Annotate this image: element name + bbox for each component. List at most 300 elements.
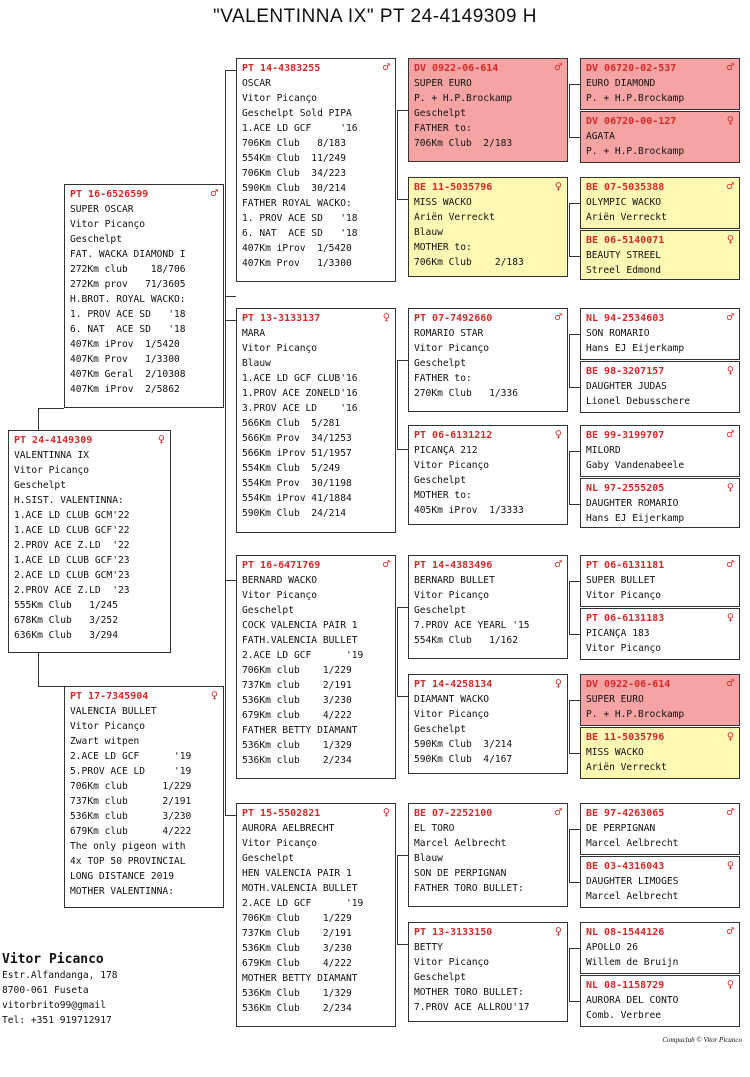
pigeon-info-line: 407Km iProv 1/5420 — [70, 339, 180, 350]
pigeon-info-line: 706Km club 1/229 — [70, 781, 192, 792]
pigeon-info-line: Vitor Picanço — [414, 460, 490, 471]
connector-line — [569, 700, 570, 753]
pigeon-info-line: FATH.VALENCIA BULLET — [242, 635, 358, 646]
pigeon-info-line: Vitor Picanço — [242, 590, 318, 601]
card-header — [586, 180, 734, 195]
pigeon-card-g14 — [580, 856, 740, 908]
connector-line — [225, 320, 236, 321]
connector-line — [225, 580, 226, 815]
pigeon-card-p122 — [408, 425, 568, 525]
connector-line — [397, 110, 398, 199]
connector-line — [397, 449, 408, 450]
pigeon-card-g1 — [580, 58, 740, 110]
pigeon-info-line: Geschelpt — [70, 234, 122, 245]
pigeon-info-line: P. + H.P.Brockamp — [586, 709, 685, 720]
pigeon-name: MISS WACKO — [586, 747, 644, 758]
female-symbol-icon: ♀ — [726, 977, 734, 991]
pigeon-info-line: 566Km Club 5/281 — [242, 418, 341, 429]
pigeon-card-p21 — [236, 555, 396, 779]
ring-number: BE 99-3199707 — [586, 430, 665, 441]
card-header — [586, 925, 734, 940]
connector-line — [569, 948, 580, 949]
card-header — [414, 311, 562, 326]
pigeon-info-line: P. + H.P.Brockamp — [586, 146, 685, 157]
owner-email: vitorbrito99@gmail — [2, 1000, 106, 1011]
pigeon-info-line: 679Km club 4/222 — [242, 710, 352, 721]
pigeon-info-line: 706Km Club 2/183 — [414, 138, 513, 149]
ring-number: BE 07-2252100 — [414, 808, 493, 819]
pigeon-info-line: Geschelpt — [242, 853, 294, 864]
pigeon-card-g12 — [580, 727, 740, 779]
card-header — [586, 859, 734, 874]
page-title: "VALENTINNA IX" PT 24-4149309 H — [213, 6, 537, 27]
pigeon-info-line: H.BROT. ROYAL WACKO: — [70, 294, 186, 305]
pigeon-info-line: FATHER to: — [414, 123, 472, 134]
pigeon-name: BERNARD BULLET — [414, 575, 495, 586]
pigeon-info-line: Vitor Picanço — [414, 957, 490, 968]
pigeon-info-line: Vitor Picanço — [586, 643, 662, 654]
pigeon-info-line: Geschelpt — [414, 724, 466, 735]
ring-number: PT 13-3133150 — [414, 927, 493, 938]
pigeon-info-line: Vitor Picanço — [14, 465, 90, 476]
connector-line — [569, 634, 580, 635]
card-header — [586, 311, 734, 326]
card-header — [586, 730, 734, 745]
pigeon-info-line: 407Km iProv 1/5420 — [242, 243, 352, 254]
pigeon-info-line: Hans EJ Eijerkamp — [586, 513, 685, 524]
pigeon-name: AURORA DEL CONTO — [586, 995, 679, 1006]
pigeon-info-line: Geschelpt — [414, 605, 466, 616]
pigeon-info-line: MOTH.VALENCIA BULLET — [242, 883, 358, 894]
pigeon-info-line: 2.PROV ACE Z.LD '23 — [14, 585, 130, 596]
pigeon-info-line: Vitor Picanço — [586, 590, 662, 601]
connector-line — [569, 334, 570, 387]
card-header — [586, 978, 734, 993]
connector-line — [569, 829, 570, 882]
pigeon-card-p2 — [64, 686, 224, 908]
card-header — [586, 114, 734, 129]
pigeon-name: AURORA AELBRECHT — [242, 823, 335, 834]
female-symbol-icon: ♀ — [726, 858, 734, 872]
pigeon-info-line: 679Km club 4/222 — [70, 826, 192, 837]
ring-number: NL 08-1544126 — [586, 927, 665, 938]
pigeon-info-line: Hans EJ Eijerkamp — [586, 343, 685, 354]
pigeon-info-line: 554Km Club 5/249 — [242, 463, 341, 474]
female-symbol-icon: ♀ — [382, 805, 390, 819]
ring-number: PT 13-3133137 — [242, 313, 321, 324]
pigeon-info-line: Marcel Aelbrecht — [586, 891, 679, 902]
connector-line — [225, 815, 236, 816]
pigeon-info-line: 6. NAT ACE SD '18 — [242, 228, 358, 239]
pigeon-card-g10 — [580, 608, 740, 660]
pigeon-info-line: 555Km Club 1/245 — [14, 600, 118, 611]
pigeon-name: PICANÇA 183 — [586, 628, 650, 639]
card-header — [586, 61, 734, 76]
pigeon-name: SUPER EURO — [586, 694, 644, 705]
connector-line — [569, 581, 580, 582]
pigeon-info-line: 566Km iProv 51/1957 — [242, 448, 352, 459]
pigeon-name: SUPER BULLET — [586, 575, 656, 586]
female-symbol-icon: ♀ — [726, 363, 734, 377]
pigeon-info-line: FATHER to: — [414, 373, 472, 384]
pigeon-card-g9 — [580, 555, 740, 607]
pigeon-info-line: Geschelpt — [14, 480, 66, 491]
pigeon-info-line: 536Km club 1/329 — [242, 740, 352, 751]
pigeon-card-g8 — [580, 478, 740, 528]
pigeon-card-g16 — [580, 975, 740, 1027]
pigeon-name: VALENTINNA IX — [14, 450, 90, 461]
pigeon-card-g4 — [580, 230, 740, 280]
pigeon-info-line: 407Km Geral 2/10308 — [70, 369, 186, 380]
pigeon-name: OSCAR — [242, 78, 271, 89]
connector-line — [397, 944, 408, 945]
pigeon-name: OLYMPIC WACKO — [586, 197, 662, 208]
pigeon-name: MILORD — [586, 445, 621, 456]
card-header — [414, 925, 562, 940]
pigeon-info-line: 1. PROV ACE SD '18 — [70, 309, 186, 320]
pigeon-info-line: 2.ACE LD GCF '19 — [242, 650, 364, 661]
pigeon-info-line: MOTHER BETTY DIAMANT — [242, 973, 358, 984]
ring-number: NL 97-2555205 — [586, 483, 665, 494]
pigeon-info-line: 554Km Prov 30/1198 — [242, 478, 352, 489]
pigeon-info-line: 4x TOP 50 PROVINCIAL — [70, 856, 186, 867]
card-header — [586, 481, 734, 496]
pigeon-info-line: 1.PROV ACE ZONELD'16 — [242, 388, 358, 399]
ring-number: NL 08-1158729 — [586, 980, 665, 991]
pigeon-info-line: Comb. Verbree — [586, 1010, 662, 1021]
card-header — [414, 180, 562, 195]
pigeon-info-line: FATHER ROYAL WACKO: — [242, 198, 352, 209]
owner-name: Vitor Picanco — [2, 952, 104, 967]
ring-number: BE 07-5035388 — [586, 182, 665, 193]
female-symbol-icon: ♀ — [382, 310, 390, 324]
pigeon-info-line: HEN VALENCIA PAIR 1 — [242, 868, 352, 879]
ring-number: PT 15-5502821 — [242, 808, 321, 819]
pigeon-name: SUPER EURO — [414, 78, 472, 89]
connector-line — [569, 504, 580, 505]
ring-number: BE 98-3207157 — [586, 366, 665, 377]
male-symbol-icon: ♂ — [726, 924, 734, 938]
pigeon-info-line: 590Km Club 30/214 — [242, 183, 346, 194]
connector-line — [569, 203, 570, 256]
pigeon-name: BERNARD WACKO — [242, 575, 318, 586]
pigeon-info-line: 678Km Club 3/252 — [14, 615, 118, 626]
pigeon-info-line: 536Km Club 1/329 — [242, 988, 352, 999]
pigeon-card-p22 — [236, 803, 396, 1027]
card-header — [414, 428, 562, 443]
pigeon-info-line: Vitor Picanço — [70, 219, 146, 230]
connector-line — [397, 607, 398, 696]
pigeon-name: SUPER OSCAR — [70, 204, 134, 215]
connector-line — [569, 334, 580, 335]
connector-line — [225, 70, 226, 607]
connector-line — [569, 882, 580, 883]
card-header — [586, 611, 734, 626]
pigeon-card-p112 — [408, 177, 568, 277]
pigeon-name: DAUGHTER JUDAS — [586, 381, 667, 392]
connector-line — [225, 580, 236, 581]
pigeon-info-line: 706Km Club 34/223 — [242, 168, 346, 179]
female-symbol-icon: ♀ — [210, 688, 218, 702]
card-header — [70, 187, 218, 202]
ring-number: PT 24-4149309 — [14, 435, 93, 446]
pigeon-info-line: Vitor Picanço — [242, 93, 318, 104]
pigeon-info-line: P. + H.P.Brockamp — [414, 93, 513, 104]
pigeon-card-g6 — [580, 361, 740, 413]
pigeon-info-line: 706Km Club 2/183 — [414, 257, 524, 268]
pigeon-info-line: The only pigeon with — [70, 841, 186, 852]
owner-city: 8700-061 Fuseta — [2, 985, 89, 996]
pigeon-name: PICANÇA 212 — [414, 445, 478, 456]
card-header — [586, 677, 734, 692]
ring-number: DV 06720-02-537 — [586, 63, 677, 74]
pigeon-info-line: 1.ACE LD CLUB GCF'22 — [14, 525, 130, 536]
male-symbol-icon: ♂ — [382, 60, 390, 74]
pigeon-card-g15 — [580, 922, 740, 974]
female-symbol-icon: ♀ — [726, 232, 734, 246]
pigeon-card-p111 — [408, 58, 568, 162]
ring-number: PT 06-6131181 — [586, 560, 665, 571]
owner-address: Estr.Alfandanga, 178 — [2, 970, 118, 981]
pigeon-card-p0 — [8, 430, 171, 653]
female-symbol-icon: ♀ — [726, 729, 734, 743]
pigeon-info-line: Vitor Picanço — [414, 343, 490, 354]
pigeon-info-line: Blauw — [242, 358, 271, 369]
pigeon-info-line: 536Km Club 3/230 — [242, 943, 352, 954]
pigeon-card-g13 — [580, 803, 740, 855]
pigeon-info-line: Blauw — [414, 227, 443, 238]
pigeon-card-p11 — [236, 58, 396, 282]
connector-line — [225, 70, 236, 71]
pigeon-info-line: FAT. WACKA DIAMOND I — [70, 249, 186, 260]
pigeon-info-line: 2.ACE LD GCF '19 — [242, 898, 364, 909]
female-symbol-icon: ♀ — [554, 179, 562, 193]
card-header — [242, 311, 390, 326]
female-symbol-icon: ♀ — [726, 610, 734, 624]
pigeon-name: VALENCIA BULLET — [70, 706, 157, 717]
connector-line — [569, 1001, 580, 1002]
pigeon-card-p12 — [236, 308, 396, 533]
pigeon-card-g11 — [580, 674, 740, 726]
ring-number: PT 17-7345904 — [70, 691, 149, 702]
connector-line — [38, 686, 64, 687]
connector-line — [38, 653, 39, 686]
pigeon-info-line: MOTHER TORO BULLET: — [414, 987, 524, 998]
male-symbol-icon: ♂ — [726, 310, 734, 324]
pigeon-info-line: 636Km Club 3/294 — [14, 630, 118, 641]
connector-line — [397, 360, 398, 449]
connector-line — [569, 451, 580, 452]
pigeon-info-line: 737Km Club 2/191 — [242, 928, 352, 939]
female-symbol-icon: ♀ — [554, 427, 562, 441]
pigeon-info-line: Vitor Picanço — [242, 343, 318, 354]
connector-line — [569, 753, 580, 754]
pigeon-card-g5 — [580, 308, 740, 360]
pigeon-info-line: MOTHER VALENTINNA: — [70, 886, 174, 897]
female-symbol-icon: ♀ — [157, 432, 165, 446]
pigeon-info-line: Vitor Picanço — [242, 838, 318, 849]
pigeon-info-line: Vitor Picanço — [414, 709, 490, 720]
pigeon-info-line: LONG DISTANCE 2019 — [70, 871, 174, 882]
pigeon-info-line: FATHER BETTY DIAMANT — [242, 725, 358, 736]
connector-line — [569, 581, 570, 634]
pigeon-info-line: 679Km Club 4/222 — [242, 958, 352, 969]
male-symbol-icon: ♂ — [726, 676, 734, 690]
male-symbol-icon: ♂ — [726, 805, 734, 819]
pigeon-card-p1 — [64, 184, 224, 408]
connector-line — [569, 451, 570, 504]
ring-number: PT 14-4383255 — [242, 63, 321, 74]
ring-number: BE 11-5035796 — [586, 732, 665, 743]
pigeon-info-line: 706Km Club 8/183 — [242, 138, 346, 149]
ring-number: BE 97-4263065 — [586, 808, 665, 819]
pigeon-info-line: Marcel Aelbrecht — [586, 838, 679, 849]
pigeon-info-line: 536Km club 3/230 — [242, 695, 352, 706]
pigeon-info-line: Geschelpt — [414, 475, 466, 486]
connector-line — [397, 360, 408, 361]
pigeon-info-line: Marcel Aelbrecht — [414, 838, 507, 849]
ring-number: BE 11-5035796 — [414, 182, 493, 193]
ring-number: NL 94-2534603 — [586, 313, 665, 324]
connector-line — [397, 199, 408, 200]
male-symbol-icon: ♂ — [726, 557, 734, 571]
pigeon-info-line: 407Km iProv 2/5862 — [70, 384, 180, 395]
connector-line — [569, 137, 580, 138]
pigeon-info-line: 7.PROV ACE YEARL '15 — [414, 620, 530, 631]
pigeon-info-line: 590Km Club 4/167 — [414, 754, 513, 765]
pigeon-info-line: 554Km Club 1/162 — [414, 635, 518, 646]
female-symbol-icon: ♀ — [726, 113, 734, 127]
pigeon-name: BETTY — [414, 942, 443, 953]
card-header — [14, 433, 165, 448]
pigeon-info-line: Geschelpt — [414, 358, 466, 369]
connector-line — [397, 855, 398, 944]
connector-line — [38, 408, 64, 409]
pigeon-info-line: Ariën Verreckt — [414, 212, 495, 223]
pigeon-card-p211 — [408, 555, 568, 659]
pigeon-card-p222 — [408, 922, 568, 1022]
connector-line — [569, 387, 580, 388]
pigeon-info-line: H.SIST. VALENTINNA: — [14, 495, 124, 506]
ring-number: PT 16-6471769 — [242, 560, 321, 571]
pigeon-info-line: 407Km Prov 1/3300 — [70, 354, 180, 365]
pigeon-info-line: Vitor Picanço — [414, 590, 490, 601]
pigeon-info-line: 737Km club 2/191 — [70, 796, 192, 807]
connector-line — [569, 84, 570, 137]
pigeon-name: MISS WACKO — [414, 197, 472, 208]
ring-number: PT 16-6526599 — [70, 189, 149, 200]
ring-number: DV 06720-00-127 — [586, 116, 677, 127]
pigeon-info-line: Geschelpt — [414, 108, 466, 119]
pigeon-info-line: 1.ACE LD GCF '16 — [242, 123, 358, 134]
pigeon-info-line: 5.PROV ACE LD '19 — [70, 766, 192, 777]
pigeon-info-line: Gaby Vandenabeele — [586, 460, 685, 471]
pigeon-info-line: Ariën Verreckt — [586, 762, 667, 773]
pigeon-info-line: FATHER TORO BULLET: — [414, 883, 524, 894]
pigeon-card-g2 — [580, 111, 740, 163]
card-header — [242, 61, 390, 76]
pigeon-info-line: 566Km Prov 34/1253 — [242, 433, 352, 444]
pigeon-info-line: MOTHER to: — [414, 242, 472, 253]
pigeon-name: DAUGHTER ROMARIO — [586, 498, 679, 509]
pigeon-card-g7 — [580, 425, 740, 477]
pigeon-info-line: 536Km club 2/234 — [242, 755, 352, 766]
connector-line — [569, 948, 570, 1001]
male-symbol-icon: ♂ — [726, 427, 734, 441]
female-symbol-icon: ♀ — [554, 676, 562, 690]
pigeon-info-line: 2.ACE LD CLUB GCM'23 — [14, 570, 130, 581]
card-header — [242, 558, 390, 573]
pigeon-card-p221 — [408, 803, 568, 907]
pigeon-info-line: 6. NAT ACE SD '18 — [70, 324, 186, 335]
credit-text: Compuclub © Vitor Picanco — [662, 1036, 742, 1044]
male-symbol-icon: ♂ — [554, 557, 562, 571]
pigeon-info-line: 3.PROV ACE LD '16 — [242, 403, 358, 414]
pigeon-name: EURO DIAMOND — [586, 78, 656, 89]
connector-line — [569, 700, 580, 701]
ring-number: PT 06-6131183 — [586, 613, 665, 624]
ring-number: DV 0922-06-614 — [586, 679, 671, 690]
pigeon-card-p121 — [408, 308, 568, 412]
pigeon-name: DE PERPIGNAN — [586, 823, 656, 834]
female-symbol-icon: ♀ — [554, 924, 562, 938]
pigeon-info-line: 1.ACE LD CLUB GCF'23 — [14, 555, 130, 566]
card-header — [414, 677, 562, 692]
pigeon-info-line: 407Km Prov 1/3300 — [242, 258, 352, 269]
pigeon-info-line: 2.PROV ACE Z.LD '22 — [14, 540, 130, 551]
male-symbol-icon: ♂ — [554, 805, 562, 819]
connector-line — [225, 296, 236, 297]
connector-line — [569, 84, 580, 85]
pigeon-info-line: 590Km Club 24/214 — [242, 508, 346, 519]
male-symbol-icon: ♂ — [726, 60, 734, 74]
card-header — [586, 806, 734, 821]
pigeon-info-line: MOTHER to: — [414, 490, 472, 501]
connector-line — [38, 408, 39, 430]
pigeon-info-line: Blauw — [414, 853, 443, 864]
card-header — [586, 233, 734, 248]
ring-number: PT 07-7492660 — [414, 313, 493, 324]
pigeon-info-line: Geschelpt — [242, 605, 294, 616]
connector-line — [569, 256, 580, 257]
pigeon-name: MARA — [242, 328, 266, 339]
male-symbol-icon: ♂ — [554, 60, 562, 74]
pigeon-info-line: 554Km Club 11/249 — [242, 153, 346, 164]
pigeon-info-line: 7.PROV ACE ALLROU'17 — [414, 1002, 530, 1013]
pigeon-name: AGATA — [586, 131, 615, 142]
pigeon-info-line: 272Km prov 71/3605 — [70, 279, 186, 290]
connector-line — [569, 203, 580, 204]
ring-number: PT 14-4383496 — [414, 560, 493, 571]
pigeon-info-line: Zwart witpen — [70, 736, 140, 747]
ring-number: PT 14-4258134 — [414, 679, 493, 690]
pigeon-info-line: 272Km club 18/706 — [70, 264, 186, 275]
ring-number: BE 03-4316043 — [586, 861, 665, 872]
owner-phone: Tel: +351 919712917 — [2, 1015, 112, 1026]
pigeon-info-line: 536Km Club 2/234 — [242, 1003, 352, 1014]
card-header — [414, 558, 562, 573]
connector-line — [569, 829, 580, 830]
pigeon-info-line: Geschelpt Sold PIPA — [242, 108, 352, 119]
pigeon-info-line: 2.ACE LD GCF '19 — [70, 751, 192, 762]
owner-block — [2, 951, 118, 1028]
pigeon-name: DAUGHTER LIMOGES — [586, 876, 679, 887]
pigeon-info-line: 1.ACE LD CLUB GCM'22 — [14, 510, 130, 521]
connector-line — [397, 855, 408, 856]
card-header — [586, 428, 734, 443]
pigeon-info-line: 270Km Club 1/336 — [414, 388, 518, 399]
male-symbol-icon: ♂ — [210, 186, 218, 200]
